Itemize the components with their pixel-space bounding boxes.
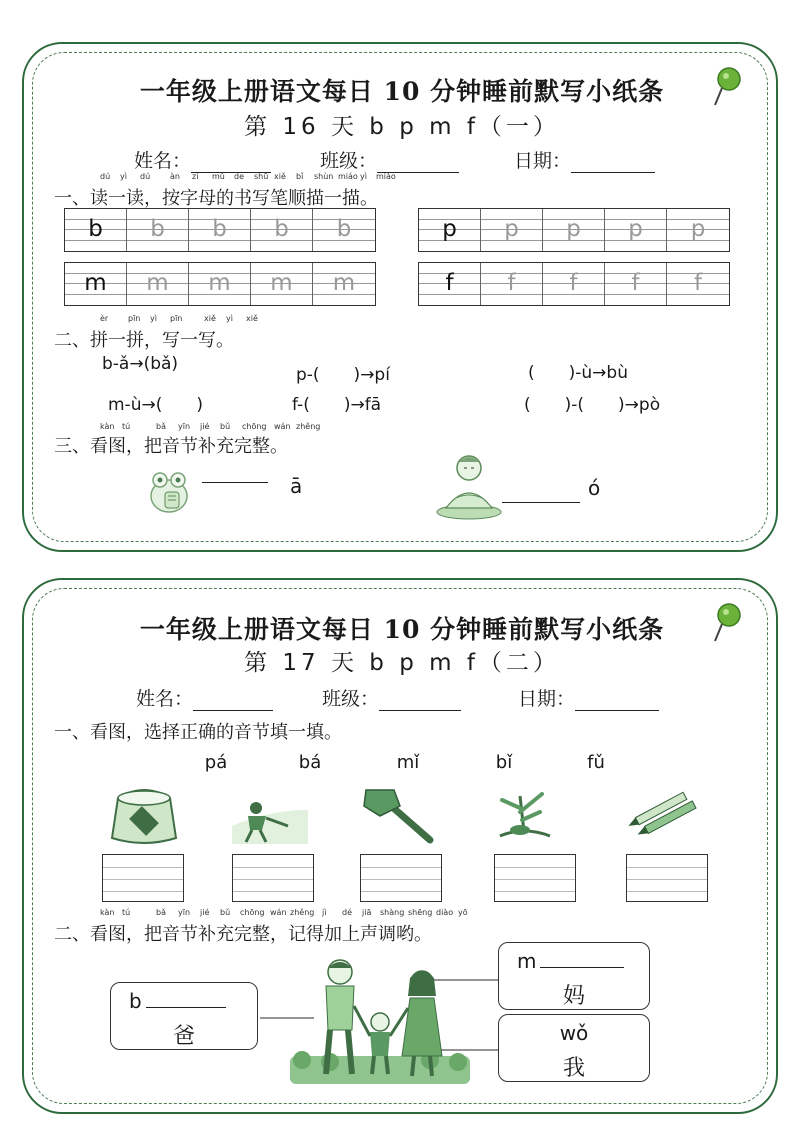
section3-heading: 三、看图，把音节补充完整。 <box>54 436 288 457</box>
pinyin: wán <box>274 422 291 431</box>
date-blank[interactable] <box>571 153 655 173</box>
pinyin: tú <box>122 908 131 917</box>
pinyin: shàng <box>380 908 405 917</box>
pinyin: bǔ <box>220 908 231 917</box>
name-field <box>134 146 271 173</box>
pinyin: jié <box>200 908 210 917</box>
class-field <box>320 146 459 173</box>
name-blank[interactable] <box>191 153 271 173</box>
letter-cell: m <box>65 263 127 305</box>
trace-cell[interactable]: f <box>543 263 605 305</box>
me-syllable-box <box>498 1014 650 1082</box>
worksheet-card-day17 <box>22 578 778 1114</box>
writing-grid-b <box>64 208 376 252</box>
mom-pinyin <box>517 949 624 973</box>
spell-item: b-ǎ→(bǎ) <box>102 354 179 374</box>
pinyin: yì <box>360 172 367 181</box>
date-label: 日期： <box>514 150 572 172</box>
pinyin: yì <box>226 314 233 323</box>
section2-heading: 二、拼一拼，写一写。 <box>54 330 234 351</box>
choice-syllable: bá <box>298 752 322 773</box>
plant-pen-illustration <box>490 786 564 844</box>
section1-heading: 一、读一读，按字母的书写笔顺描一描。 <box>54 188 378 209</box>
family-illustration <box>290 956 470 1086</box>
card-subtitle: 第 16 天 b p m f（一） <box>244 114 560 140</box>
me-char: 我 <box>562 1056 585 1081</box>
spell-item[interactable]: ( )-ù→bù <box>528 363 628 383</box>
pinyin: mǔ <box>212 172 225 181</box>
section1-pinyin <box>100 172 520 184</box>
choice-syllable: pá <box>204 752 228 773</box>
mom-syllable-box <box>498 942 650 1010</box>
date-field <box>514 146 655 173</box>
trace-cell[interactable]: f <box>667 263 729 305</box>
writing-grid-m <box>64 262 376 306</box>
pinyin: jiā <box>362 908 372 917</box>
trace-cell[interactable]: p <box>481 209 543 251</box>
frog-illustration <box>142 462 196 516</box>
pinyin: yì <box>120 172 127 181</box>
answer-box-rice[interactable] <box>102 854 184 902</box>
trace-cell[interactable]: m <box>251 263 313 305</box>
mom-pinyin-letter: m <box>517 949 537 973</box>
answer-box-plant[interactable] <box>494 854 576 902</box>
answer-blank-buddha[interactable] <box>502 502 580 503</box>
pinyin: kàn <box>100 422 115 431</box>
pinyin: chōng <box>240 908 265 917</box>
letter-cell: p <box>419 209 481 251</box>
pinyin: dú <box>140 172 151 181</box>
pinyin: tú <box>122 422 131 431</box>
answer-box-axe[interactable] <box>360 854 442 902</box>
pinyin: xiě <box>246 314 258 323</box>
section2-pinyin <box>100 908 560 920</box>
date-field <box>518 684 659 711</box>
dad-pinyin-letter: b <box>129 989 142 1013</box>
pinyin: pīn <box>170 314 183 323</box>
choice-syllable: bǐ <box>495 752 513 773</box>
letter-cell: b <box>65 209 127 251</box>
pinyin: dú <box>100 172 111 181</box>
pinyin: yì <box>150 314 157 323</box>
pinyin: xiě <box>204 314 216 323</box>
card-title: 一年级上册语文每日 10 分钟睡前默写小纸条 <box>139 615 665 644</box>
writing-grid-p <box>418 208 730 252</box>
pulling-illustration <box>232 790 308 844</box>
pencils-illustration <box>624 790 704 842</box>
dad-pinyin <box>129 989 226 1013</box>
pinyin: diào <box>436 908 454 917</box>
dad-syllable-box <box>110 982 258 1050</box>
class-blank[interactable] <box>379 691 461 711</box>
pinyin: bǔ <box>220 422 231 431</box>
trace-cell[interactable]: m <box>189 263 251 305</box>
spell-item[interactable]: p-( )→pí <box>296 365 390 385</box>
pinyin: shēng <box>408 908 433 917</box>
pinyin: de <box>234 172 244 181</box>
name-label: 姓名： <box>136 688 194 710</box>
letter-cell: f <box>419 263 481 305</box>
date-blank[interactable] <box>575 691 659 711</box>
axe-illustration <box>360 786 436 844</box>
rice-sack-illustration <box>104 784 184 846</box>
trace-cell[interactable]: p <box>605 209 667 251</box>
name-label: 姓名： <box>134 150 192 172</box>
writing-grid-f <box>418 262 730 306</box>
mom-char: 妈 <box>562 984 585 1009</box>
answer-box-pull[interactable] <box>232 854 314 902</box>
section1-heading: 一、看图，选择正确的音节填一填。 <box>54 722 342 743</box>
pushpin-icon <box>712 602 742 644</box>
class-blank[interactable] <box>377 153 459 173</box>
trace-cell[interactable]: b <box>189 209 251 251</box>
answer-blank-frog[interactable] <box>202 482 268 483</box>
pinyin: miáo <box>338 172 358 181</box>
class-label: 班级： <box>320 150 378 172</box>
pinyin: èr <box>100 314 109 323</box>
pinyin: shùn <box>314 172 334 181</box>
pinyin: zhěng <box>296 422 321 431</box>
pinyin: dé <box>342 908 352 917</box>
section2-heading: 二、看图，把音节补充完整，记得加上声调哟。 <box>54 924 432 945</box>
pinyin: yīn <box>178 908 191 917</box>
pinyin: jié <box>200 422 210 431</box>
buddha-illustration <box>434 448 504 520</box>
pinyin: kàn <box>100 908 115 917</box>
spell-item[interactable]: f-( )→fā <box>292 395 382 415</box>
pinyin: wán <box>270 908 287 917</box>
name-field <box>136 684 273 711</box>
name-blank[interactable] <box>193 691 273 711</box>
section2-pinyin <box>100 314 300 326</box>
card-subtitle: 第 17 天 b p m f（二） <box>244 650 560 676</box>
date-label: 日期： <box>518 688 576 710</box>
dad-char: 爸 <box>172 1024 195 1049</box>
trace-cell[interactable]: p <box>543 209 605 251</box>
pinyin: xiě <box>274 172 286 181</box>
spell-item[interactable]: ( )-( )→pò <box>524 395 661 415</box>
trace-cell[interactable]: m <box>313 263 375 305</box>
trace-cell[interactable]: b <box>127 209 189 251</box>
trace-cell[interactable]: b <box>313 209 375 251</box>
choice-syllable: fǔ <box>587 752 605 773</box>
worksheet-card-day16 <box>22 42 778 552</box>
spell-item[interactable]: m-ù→( ) <box>108 395 203 415</box>
tone-mark-o: ó <box>588 476 601 500</box>
pinyin: pīn <box>128 314 141 323</box>
class-field <box>322 684 461 711</box>
pinyin: shū <box>254 172 269 181</box>
card-title: 一年级上册语文每日 10 分钟睡前默写小纸条 <box>139 77 665 106</box>
pinyin: yō <box>458 908 468 917</box>
trace-cell[interactable]: f <box>481 263 543 305</box>
pushpin-icon <box>712 66 742 108</box>
pinyin: bǎ <box>156 908 166 917</box>
choice-syllable: mǐ <box>396 752 420 773</box>
tone-mark-a: ā <box>290 474 303 498</box>
dad-answer-blank[interactable] <box>146 1007 226 1008</box>
pinyin: bǎ <box>156 422 166 431</box>
trace-cell[interactable]: b <box>251 209 313 251</box>
mom-answer-blank[interactable] <box>540 967 624 968</box>
pinyin: bǐ <box>296 172 304 181</box>
pinyin: àn <box>170 172 180 181</box>
pinyin: chōng <box>242 422 267 431</box>
answer-box-pencil[interactable] <box>626 854 708 902</box>
trace-cell[interactable]: p <box>667 209 729 251</box>
pinyin: jì <box>322 908 327 917</box>
pinyin: yīn <box>178 422 191 431</box>
class-label: 班级： <box>322 688 380 710</box>
trace-cell[interactable]: f <box>605 263 667 305</box>
pinyin: zì <box>192 172 199 181</box>
trace-cell[interactable]: m <box>127 263 189 305</box>
me-pinyin: wǒ <box>559 1021 589 1045</box>
pinyin: miáo <box>376 172 396 181</box>
pinyin: zhěng <box>290 908 315 917</box>
